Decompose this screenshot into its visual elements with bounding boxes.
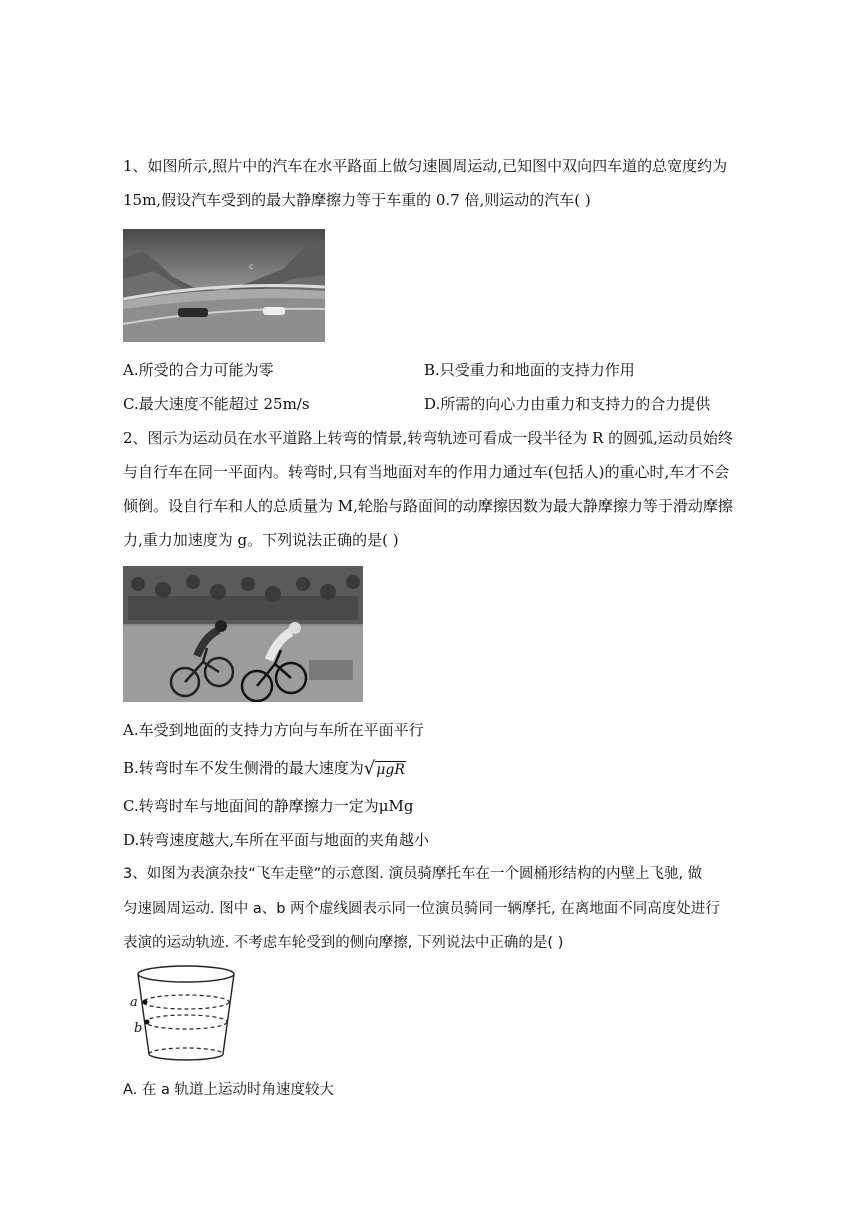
q1-option-c: C.最大速度不能超过 25m/s (123, 395, 310, 413)
q3-option-a: A. 在 a 轨道上运动时角速度较大 (123, 1082, 334, 1098)
sqrt-mugr-formula: √μgR (363, 757, 405, 779)
q3-stem-line-1: 3、如图为表演杂技“飞车走壁”的示意图. 演员骑摩托车在一个圆桶形结构的内壁上飞驰, 做 (123, 866, 703, 882)
q2-stem-line-3: 倾倒。设自行车和人的总质量为 M,轮胎与路面间的动摩擦因数为最大静摩擦力等于滑动摩擦 (123, 497, 733, 515)
q2-stem-line-4: 力,重力加速度为 g。下列说法正确的是( ) (123, 531, 399, 549)
q3-stem-line-2: 匀速圆周运动. 图中 a、b 两个虚线圆表示同一位演员骑同一辆摩托, 在离地面不同高度处进行 (123, 901, 720, 917)
sqrt-argument: μgR (376, 761, 405, 778)
q2-option-d: D.转弯速度越大,车所在平面与地面的夹角越小 (123, 831, 430, 849)
q1-option-a: A.所受的合力可能为零 (123, 361, 274, 379)
q3-stem-line-3: 表演的运动轨迹. 不考虑车轮受到的侧向摩擦, 下列说法中正确的是( ) (123, 935, 564, 951)
svg-text:c: c (249, 262, 254, 271)
q2-option-c: C.转弯时车与地面间的静摩擦力一定为μMg (123, 797, 414, 815)
q2-stem-line-1: 2、图示为运动员在水平道路上转弯的情景,转弯轨迹可看成一段半径为 R 的圆弧,运动员始终 (123, 429, 733, 447)
q3-label-b: b (134, 1021, 143, 1036)
q1-stem-line-1: 1、如图所示,照片中的汽车在水平路面上做匀速圆周运动,已知图中双向四车道的总宽度约为 (123, 157, 728, 175)
q2-option-b-text: B.转弯时车不发生侧滑的最大速度为 (123, 759, 364, 777)
q2-option-a: A.车受到地面的支持力方向与车所在平面平行 (123, 721, 424, 739)
q3-bucket-diagram (124, 962, 242, 1066)
q2-stem-line-2: 与自行车在同一平面内。转弯时,只有当地面对车的作用力通过车(包括人)的重心时,车才不会 (123, 463, 730, 481)
q1-stem-line-2: 15m,假设汽车受到的最大静摩擦力等于车重的 0.7 倍,则运动的汽车( ) (123, 191, 591, 209)
q2-option-b (123, 758, 406, 780)
q3-label-a: a (130, 995, 138, 1010)
q1-option-d: D.所需的向心力由重力和支持力的合力提供 (424, 395, 711, 413)
q1-option-b: B.只受重力和地面的支持力作用 (424, 361, 635, 379)
q1-car-photo (123, 229, 325, 342)
q2-cyclist-photo (123, 566, 363, 702)
